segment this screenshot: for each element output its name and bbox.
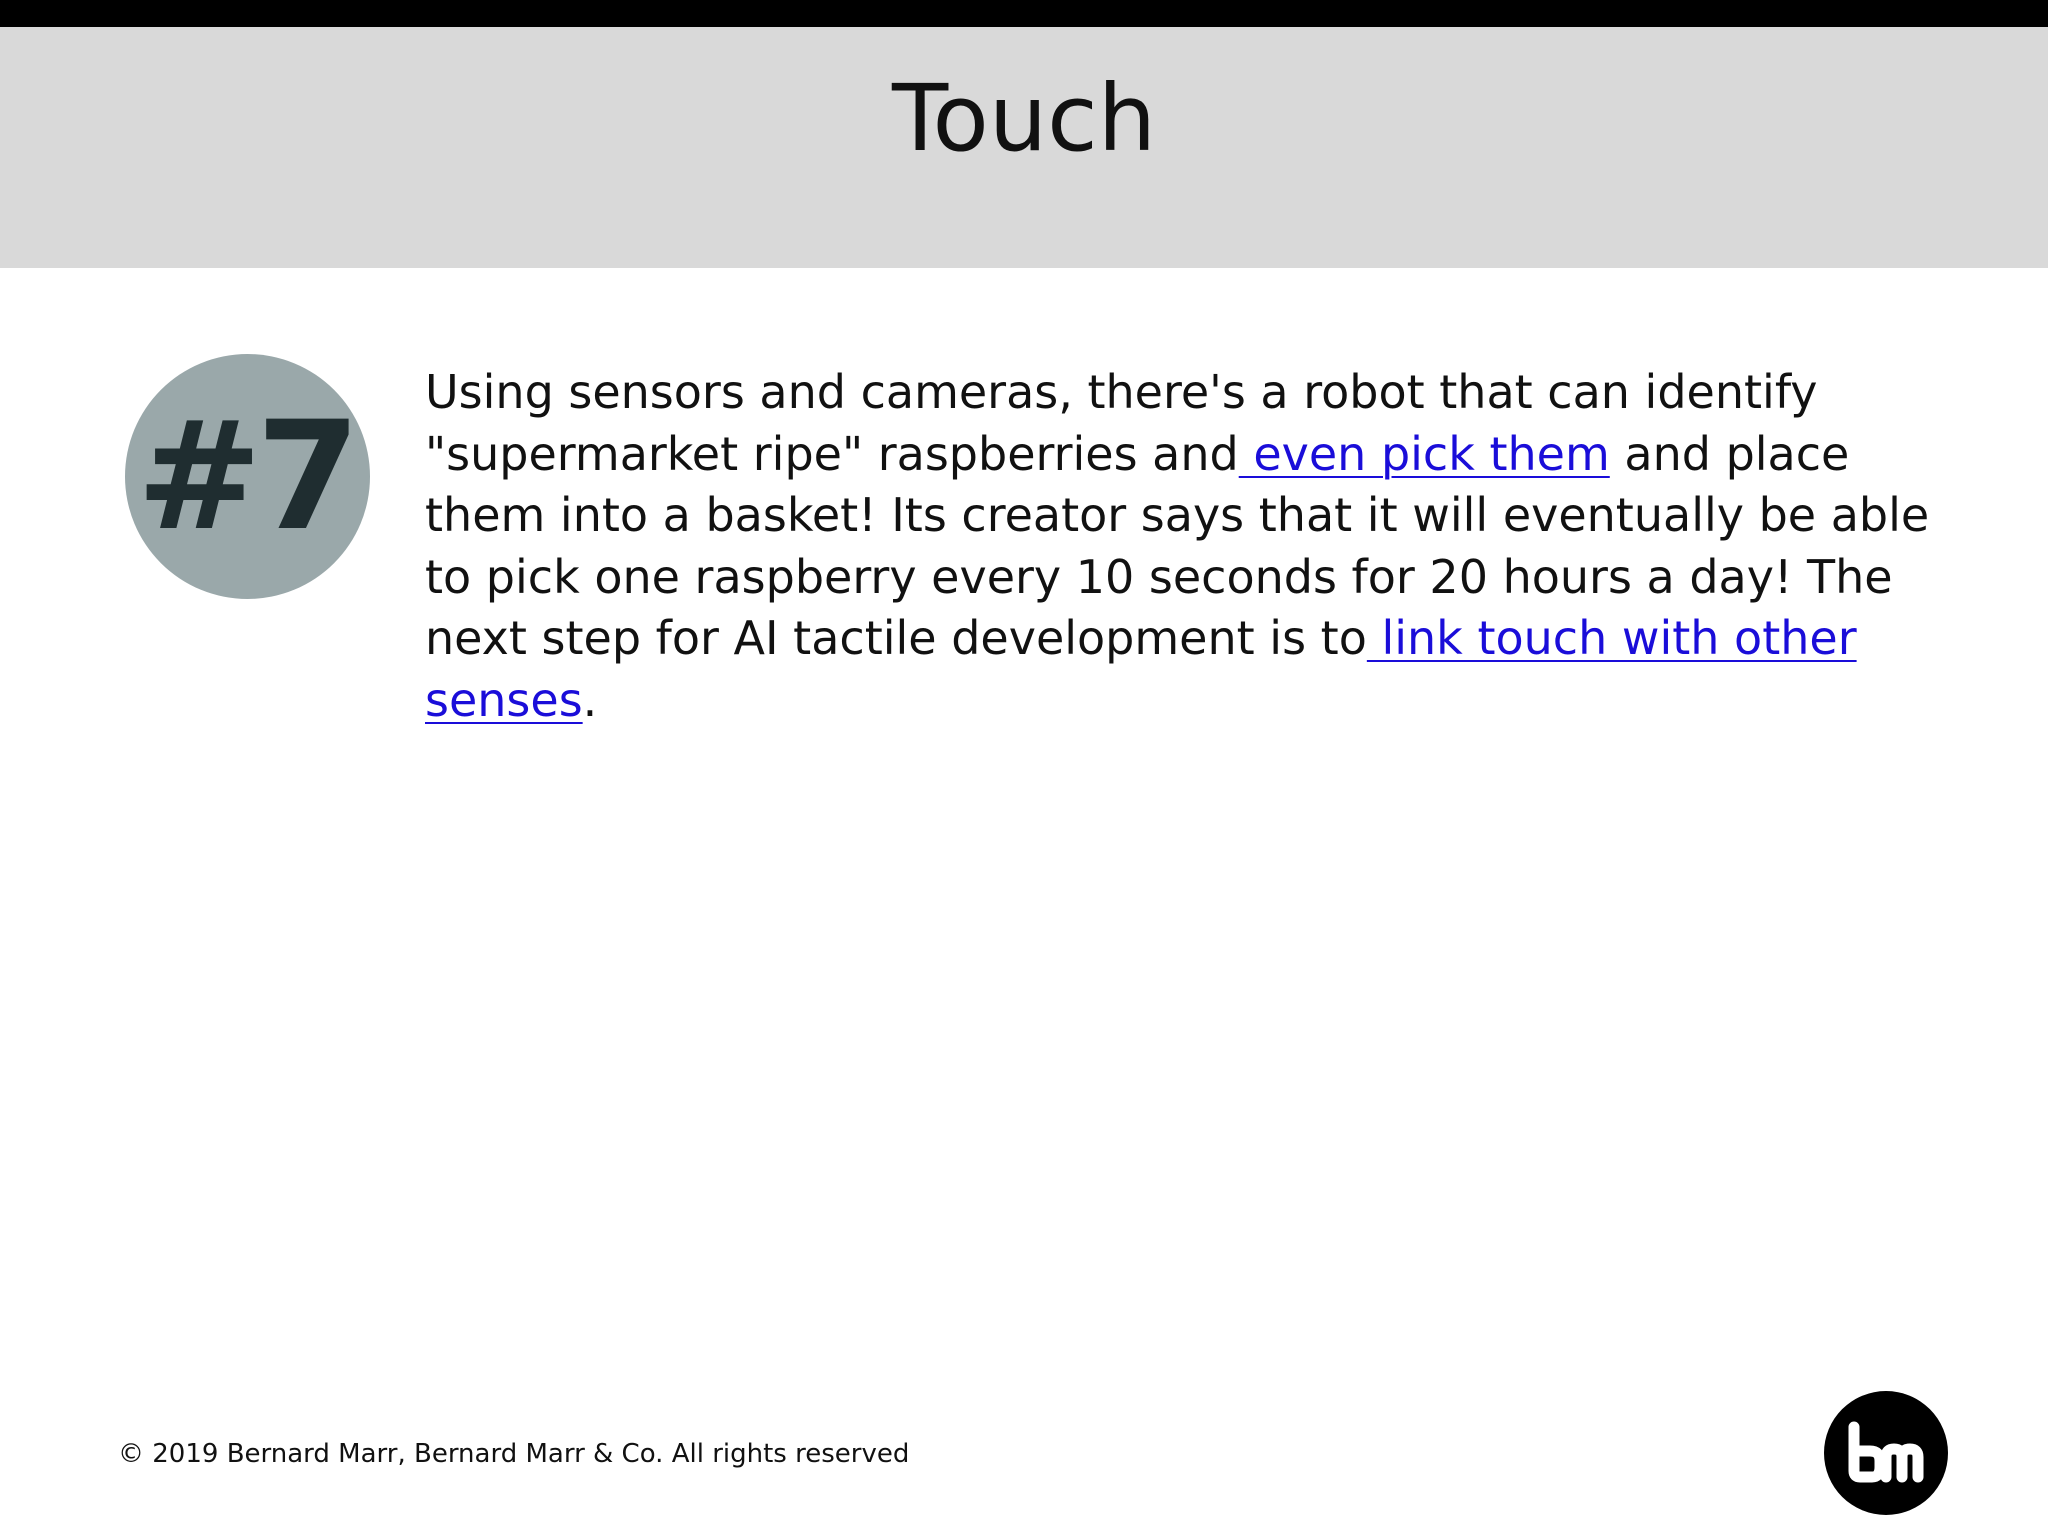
top-bar (0, 0, 2048, 27)
body-text-segment: . (582, 672, 598, 727)
bm-logo (1824, 1391, 1948, 1515)
body-text-segment: Using sensors and cameras, there's a robot that can identify "supermarket ripe" raspberries and (425, 365, 1818, 481)
slide-title: Touch (891, 65, 1157, 172)
bm-logo-icon (1824, 1391, 1948, 1515)
copyright-footer: © 2019 Bernard Marr, Bernard Marr & Co. All rights reserved (118, 1439, 910, 1469)
link-touch-with-other-senses-link[interactable]: link touch with other senses (425, 611, 1857, 727)
body-text-segment: and place them into a basket! Its creator says that it will eventually be able to pick one raspberry every 10 seconds for 20 hours a day! The next step for AI tactile development is to (425, 426, 1930, 665)
badge-label: #7 (136, 389, 355, 564)
body-paragraph (425, 362, 1965, 731)
even-pick-them-link[interactable]: even pick them (1238, 426, 1610, 481)
number-badge (125, 354, 370, 599)
